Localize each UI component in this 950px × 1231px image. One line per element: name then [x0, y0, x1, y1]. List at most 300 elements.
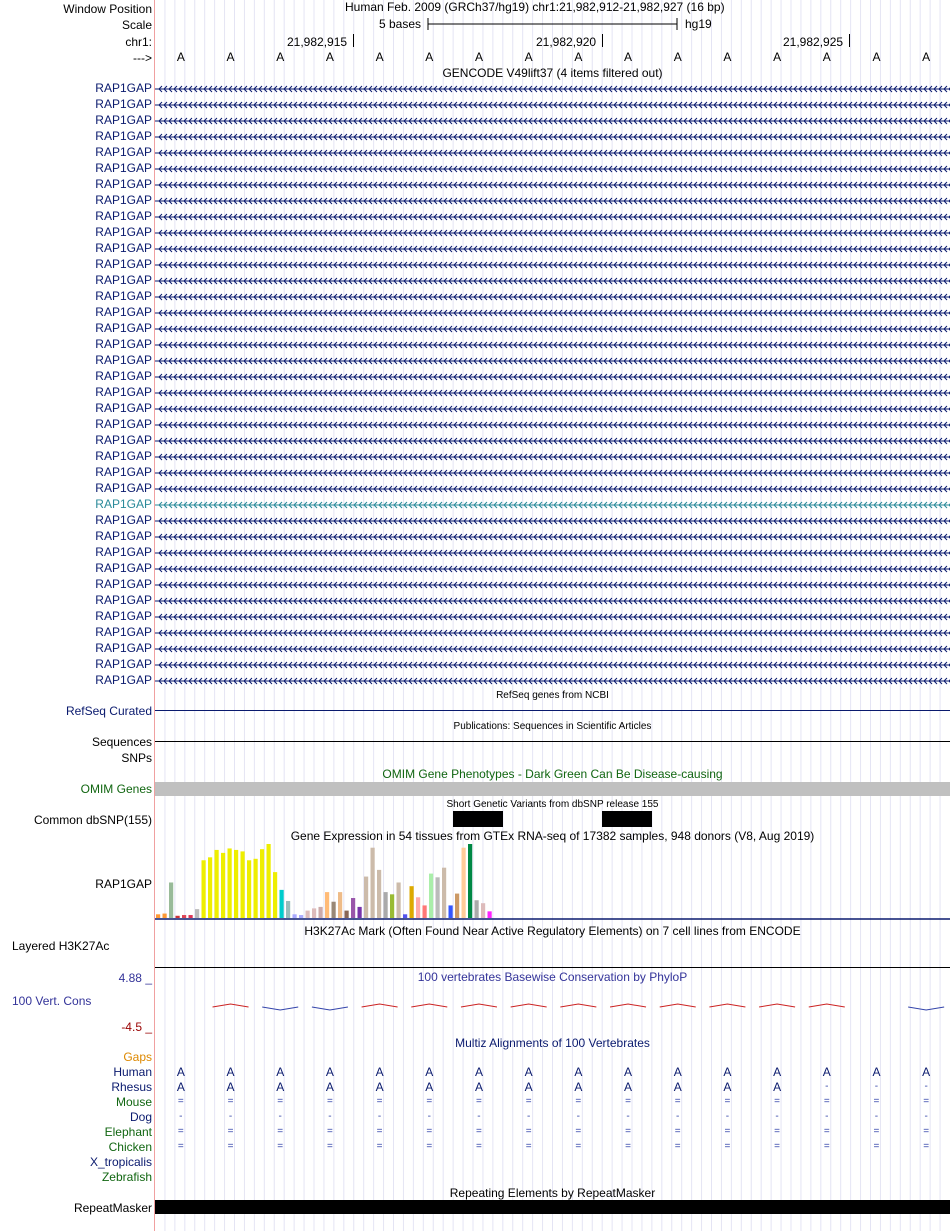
species-label[interactable]: X_tropicalis	[89, 1155, 152, 1169]
gencode-transcript[interactable]	[155, 547, 950, 559]
dbsnp-variant-2[interactable]	[602, 811, 652, 827]
gencode-transcript[interactable]	[155, 147, 950, 159]
gtex-tissue-bar[interactable]	[332, 902, 336, 918]
gencode-transcript[interactable]	[155, 627, 950, 639]
alignment-base: =	[177, 1141, 184, 1152]
coord-tick-2	[602, 34, 603, 47]
gtex-tissue-bar[interactable]	[312, 908, 316, 918]
alignment-base: =	[376, 1096, 383, 1107]
gencode-transcript[interactable]	[155, 419, 950, 431]
gtex-chart[interactable]	[155, 843, 950, 921]
alignment-base: A	[425, 1080, 434, 1094]
coord-2: 21,982,920	[536, 35, 597, 49]
gencode-gene-label[interactable]: RAP1GAP	[95, 97, 152, 111]
gtex-tissue-bar[interactable]	[358, 907, 362, 918]
gencode-gene-label[interactable]: RAP1GAP	[95, 193, 152, 207]
phylop-segment	[461, 1004, 497, 1007]
alignment-base: A	[922, 1065, 931, 1079]
strand-label: --->	[133, 51, 152, 65]
alignment-base: =	[426, 1096, 433, 1107]
gtex-tissue-bar[interactable]	[475, 900, 479, 918]
gencode-transcript[interactable]	[155, 243, 950, 255]
alignment-base: =	[674, 1096, 681, 1107]
phylop-segment	[262, 1007, 298, 1010]
gencode-transcript[interactable]	[155, 179, 950, 191]
gtex-tissue-bar[interactable]	[488, 911, 492, 918]
reference-base: A	[773, 50, 782, 64]
alignment-base: A	[673, 1080, 682, 1094]
alignment-base: -	[179, 1111, 183, 1122]
reference-base: A	[176, 50, 185, 64]
gtex-tissue-bar[interactable]	[449, 905, 453, 918]
alignment-base: =	[823, 1141, 830, 1152]
gencode-transcript[interactable]	[155, 83, 950, 95]
gencode-transcript[interactable]	[155, 467, 950, 479]
omim-label[interactable]: OMIM Genes	[80, 782, 152, 796]
gtex-tissue-bar[interactable]	[182, 915, 186, 918]
gtex-tissue-bar[interactable]	[416, 897, 420, 918]
gencode-gene-label[interactable]: RAP1GAP	[95, 593, 152, 607]
alignment-base: A	[325, 1065, 334, 1079]
alignment-base: =	[774, 1096, 781, 1107]
reference-base: A	[276, 50, 285, 64]
alignment-base: =	[923, 1096, 930, 1107]
alignment-base: A	[226, 1065, 235, 1079]
gencode-gene-label[interactable]: RAP1GAP	[95, 465, 152, 479]
gencode-gene-label[interactable]: RAP1GAP	[95, 145, 152, 159]
gencode-gene-label[interactable]: RAP1GAP	[95, 401, 152, 415]
gencode-transcript[interactable]	[155, 579, 950, 591]
gtex-tissue-bar[interactable]	[293, 914, 297, 918]
alignment-base: A	[276, 1065, 285, 1079]
alignment-base: -	[427, 1111, 431, 1122]
coord-1: 21,982,915	[287, 35, 348, 49]
gtex-tissue-bar[interactable]	[267, 844, 271, 918]
chrom-label: chr1:	[125, 35, 152, 49]
omim-title: OMIM Gene Phenotypes - Dark Green Can Be Disease-causing	[382, 767, 723, 781]
alignment-base: -	[676, 1111, 680, 1122]
gencode-transcript[interactable]	[155, 99, 950, 111]
gtex-tissue-bar[interactable]	[202, 860, 206, 918]
species-label[interactable]: Dog	[129, 1110, 152, 1124]
gtex-tissue-bar[interactable]	[260, 849, 264, 918]
alignment-base: =	[177, 1126, 184, 1137]
alignment-base: A	[673, 1065, 682, 1079]
gencode-transcript[interactable]	[155, 195, 950, 207]
alignment-base: -	[626, 1111, 630, 1122]
alignment-base: =	[277, 1096, 284, 1107]
reference-base: A	[375, 50, 384, 64]
alignment-base: A	[574, 1080, 583, 1094]
gtex-tissue-bar[interactable]	[390, 894, 394, 918]
gencode-gene-label[interactable]: RAP1GAP	[95, 561, 152, 575]
alignment-base: =	[476, 1096, 482, 1107]
gencode-transcript[interactable]	[155, 563, 950, 575]
alignment-base: A	[276, 1080, 285, 1094]
alignment-base: =	[525, 1126, 532, 1137]
gencode-gene-label[interactable]: RAP1GAP	[95, 369, 152, 383]
gtex-tissue-bar[interactable]	[163, 914, 167, 918]
gtex-title: Gene Expression in 54 tissues from GTEx RNA-seq of 17382 samples, 948 donors (V8, Aug 2019)	[290, 829, 815, 843]
gencode-gene-label[interactable]: RAP1GAP	[95, 129, 152, 143]
reference-base: A	[226, 50, 235, 64]
gencode-gene-label[interactable]: RAP1GAP	[95, 225, 152, 239]
gencode-transcript[interactable]	[155, 259, 950, 271]
gencode-gene-label[interactable]: RAP1GAP	[95, 257, 152, 271]
alignment-base: -	[924, 1111, 928, 1122]
alignment-base: =	[724, 1126, 731, 1137]
alignment-base: A	[574, 1065, 583, 1079]
alignment-base: A	[773, 1065, 782, 1079]
repeatmasker-title: Repeating Elements by RepeatMasker	[449, 1186, 656, 1200]
gencode-transcript[interactable]	[155, 371, 950, 383]
gencode-transcript[interactable]	[155, 387, 950, 399]
phylop-segment	[511, 1004, 547, 1007]
alignment-base: =	[923, 1126, 930, 1137]
gencode-transcript[interactable]	[155, 515, 950, 527]
alignment-base: =	[326, 1096, 333, 1107]
alignment-base: -	[725, 1111, 730, 1122]
phylop-segment	[759, 1004, 795, 1007]
gencode-gene-label[interactable]: RAP1GAP	[95, 241, 152, 255]
alignment-base: -	[874, 1081, 879, 1092]
alignment-base: =	[873, 1096, 880, 1107]
alignment-base: =	[426, 1126, 433, 1137]
gaps-label: Gaps	[123, 1050, 152, 1064]
alignment-base: =	[326, 1141, 333, 1152]
alignment-base: =	[724, 1096, 731, 1107]
gtex-tissue-bar[interactable]	[299, 915, 303, 918]
gtex-tissue-bar[interactable]	[429, 874, 433, 918]
reference-base: A	[624, 50, 633, 64]
gtex-tissue-bar[interactable]	[241, 851, 245, 918]
h3k27ac-baseline	[155, 967, 950, 968]
reference-base: A	[574, 50, 583, 64]
alignment-base: =	[774, 1141, 781, 1152]
gencode-gene-label[interactable]: RAP1GAP	[95, 161, 152, 175]
alignment-base: =	[426, 1141, 433, 1152]
phylop-label[interactable]: 100 Vert. Cons	[12, 994, 92, 1008]
phylop-segment	[809, 1004, 845, 1007]
gencode-transcript[interactable]	[155, 675, 950, 687]
alignment-base: A	[822, 1065, 831, 1079]
gtex-tissue-bar[interactable]	[410, 886, 414, 918]
gencode-transcript[interactable]	[155, 611, 950, 623]
reference-base: A	[325, 50, 334, 64]
alignment-base: =	[625, 1141, 631, 1152]
gtex-tissue-bar[interactable]	[468, 844, 472, 918]
gtex-tissue-bar[interactable]	[319, 907, 323, 918]
reference-base: A	[822, 50, 831, 64]
gencode-gene-label[interactable]: RAP1GAP	[95, 481, 152, 495]
alignment-base: =	[724, 1141, 731, 1152]
gencode-transcript[interactable]	[155, 211, 950, 223]
alignment-base: =	[476, 1126, 482, 1137]
gencode-transcript[interactable]	[155, 451, 950, 463]
gtex-tissue-bar[interactable]	[397, 882, 401, 918]
reference-base: A	[524, 50, 533, 64]
h3k27ac-label[interactable]: Layered H3K27Ac	[12, 939, 110, 953]
alignment-base: -	[874, 1111, 879, 1122]
species-label[interactable]: Rhesus	[111, 1080, 152, 1094]
refseq-line[interactable]	[155, 710, 950, 711]
gtex-tissue-bar[interactable]	[436, 877, 440, 918]
alignment-base: =	[277, 1126, 284, 1137]
phylop-segment	[362, 1004, 398, 1007]
gencode-title: GENCODE V49lift37 (4 items filtered out)	[442, 66, 663, 80]
gtex-tissue-bar[interactable]	[345, 911, 349, 918]
alignment-base: =	[873, 1141, 880, 1152]
gencode-gene-label[interactable]: RAP1GAP	[95, 449, 152, 463]
gtex-tissue-bar[interactable]	[364, 877, 368, 918]
gencode-gene-label[interactable]: RAP1GAP	[95, 209, 152, 223]
gencode-gene-label[interactable]: RAP1GAP	[95, 289, 152, 303]
alignment-base: =	[575, 1141, 582, 1152]
reference-base: A	[922, 50, 931, 64]
gtex-tissue-bar[interactable]	[423, 905, 427, 918]
h3k27ac-title: H3K27Ac Mark (Often Found Near Active Regulatory Elements) on 7 cell lines from ENCODE	[304, 924, 801, 938]
alignment-base: =	[525, 1141, 532, 1152]
snps-label[interactable]: SNPs	[121, 751, 152, 765]
repeatmasker-element[interactable]	[155, 1200, 950, 1214]
alignment-base: =	[774, 1126, 781, 1137]
dbsnp-title: Short Genetic Variants from dbSNP release 155	[446, 799, 659, 810]
gencode-gene-label[interactable]: RAP1GAP	[95, 385, 152, 399]
alignment-base: =	[873, 1126, 880, 1137]
gencode-gene-label[interactable]: RAP1GAP	[95, 545, 152, 559]
gtex-tissue-bar[interactable]	[234, 850, 238, 918]
species-label[interactable]: Mouse	[115, 1095, 152, 1109]
reference-base: A	[872, 50, 881, 64]
alignment-base: -	[477, 1111, 481, 1122]
coord-3: 21,982,925	[783, 35, 844, 49]
gtex-tissue-bar[interactable]	[481, 903, 485, 918]
gtex-tissue-bar[interactable]	[371, 848, 375, 918]
refseq-label[interactable]: RefSeq Curated	[65, 704, 152, 718]
alignment-base: A	[474, 1080, 483, 1094]
alignment-base: -	[328, 1111, 332, 1122]
gtex-tissue-bar[interactable]	[195, 909, 199, 918]
gencode-gene-label[interactable]: RAP1GAP	[95, 81, 152, 95]
gencode-transcript[interactable]	[155, 403, 950, 415]
reference-base: A	[723, 50, 732, 64]
scale-text: 5 bases	[379, 17, 422, 31]
alignment-base: A	[723, 1080, 732, 1094]
phylop-segment	[411, 1004, 447, 1007]
gencode-gene-label[interactable]: RAP1GAP	[95, 625, 152, 639]
position-text: Human Feb. 2009 (GRCh37/hg19) chr1:21,982,912-21,982,927 (16 bp)	[345, 0, 725, 14]
gencode-transcript[interactable]	[155, 659, 950, 671]
gtex-tissue-bar[interactable]	[156, 914, 160, 918]
gtex-tissue-bar[interactable]	[228, 848, 232, 918]
species-label[interactable]: Elephant	[104, 1125, 152, 1139]
gencode-transcript[interactable]	[155, 595, 950, 607]
track-image-area[interactable]	[155, 0, 950, 1231]
phylop-segment	[709, 1004, 745, 1007]
gencode-gene-label[interactable]: RAP1GAP	[95, 305, 152, 319]
gtex-tissue-bar[interactable]	[176, 916, 180, 918]
gencode-transcript[interactable]	[155, 323, 950, 335]
species-label[interactable]: Human	[113, 1065, 152, 1079]
refseq-title: RefSeq genes from NCBI	[496, 690, 609, 701]
gtex-tissue-bar[interactable]	[384, 892, 388, 918]
phylop-segment	[610, 1004, 646, 1007]
gencode-transcript[interactable]	[155, 275, 950, 287]
alignment-base: =	[575, 1126, 582, 1137]
alignment-base: A	[474, 1065, 483, 1079]
gtex-tissue-bar[interactable]	[338, 892, 342, 918]
gencode-transcript[interactable]	[155, 355, 950, 367]
gencode-gene-label[interactable]: RAP1GAP	[95, 337, 152, 351]
gencode-transcript[interactable]	[155, 499, 950, 511]
gtex-tissue-bar[interactable]	[403, 914, 407, 918]
gencode-gene-label[interactable]: RAP1GAP	[95, 177, 152, 191]
phylop-segment	[213, 1004, 249, 1007]
gencode-transcript[interactable]	[155, 115, 950, 127]
species-label[interactable]: Chicken	[108, 1140, 152, 1154]
gtex-tissue-bar[interactable]	[377, 870, 381, 918]
gtex-label[interactable]: RAP1GAP	[95, 877, 152, 891]
dbsnp-label[interactable]: Common dbSNP(155)	[33, 813, 152, 827]
assembly-text: hg19	[685, 17, 712, 31]
species-label[interactable]: Zebrafish	[101, 1170, 152, 1184]
alignment-base: A	[773, 1080, 782, 1094]
alignment-base: A	[524, 1080, 533, 1094]
gencode-transcript[interactable]	[155, 643, 950, 655]
alignment-base: A	[325, 1080, 334, 1094]
phylop-wiggle[interactable]	[155, 1000, 950, 1020]
reference-base: A	[673, 50, 682, 64]
gencode-gene-label[interactable]: RAP1GAP	[95, 113, 152, 127]
gencode-gene-label[interactable]: RAP1GAP	[95, 657, 152, 671]
alignment-base: A	[425, 1065, 434, 1079]
gencode-gene-label[interactable]: RAP1GAP	[95, 353, 152, 367]
gencode-transcript[interactable]	[155, 163, 950, 175]
gtex-tissue-bar[interactable]	[215, 850, 219, 918]
alignment-base: -	[576, 1111, 581, 1122]
repeatmasker-label[interactable]: RepeatMasker	[73, 1201, 152, 1215]
alignment-base: =	[625, 1096, 631, 1107]
reference-base: A	[474, 50, 483, 64]
gtex-tissue-bar[interactable]	[169, 882, 173, 918]
alignment-base: A	[176, 1080, 185, 1094]
gencode-gene-label[interactable]: RAP1GAP	[95, 641, 152, 655]
alignment-base: =	[525, 1096, 532, 1107]
alignment-base: =	[277, 1141, 284, 1152]
pubs-line[interactable]	[155, 741, 950, 742]
pubs-title: Publications: Sequences in Scientific Articles	[453, 721, 652, 732]
gencode-transcript[interactable]	[155, 435, 950, 447]
gencode-transcript[interactable]	[155, 227, 950, 239]
gencode-gene-label[interactable]: RAP1GAP	[95, 577, 152, 591]
gencode-gene-label[interactable]: RAP1GAP	[95, 321, 152, 335]
gtex-tissue-bar[interactable]	[306, 911, 310, 918]
gencode-gene-label[interactable]: RAP1GAP	[95, 513, 152, 527]
gencode-gene-label[interactable]: RAP1GAP	[95, 529, 152, 543]
gtex-tissue-bar[interactable]	[221, 853, 225, 918]
gencode-transcript[interactable]	[155, 291, 950, 303]
gtex-tissue-bar[interactable]	[254, 859, 258, 918]
alignment-base: =	[625, 1126, 631, 1137]
gtex-tissue-bar[interactable]	[280, 890, 284, 918]
gencode-gene-label[interactable]: RAP1GAP	[95, 417, 152, 431]
alignment-base: -	[775, 1111, 779, 1122]
gencode-gene-label[interactable]: RAP1GAP	[95, 273, 152, 287]
omim-gene-bar[interactable]	[155, 782, 950, 796]
track-labels-column	[0, 0, 154, 1231]
alignment-base: A	[624, 1065, 633, 1079]
alignment-base: =	[823, 1126, 830, 1137]
gencode-transcript[interactable]	[155, 307, 950, 319]
window-position-label: Window Position	[63, 2, 152, 16]
sequences-label[interactable]: Sequences	[91, 735, 152, 749]
gencode-transcript[interactable]	[155, 339, 950, 351]
alignment-base: -	[825, 1111, 829, 1122]
phylop-segment	[312, 1007, 348, 1010]
gencode-gene-label[interactable]: RAP1GAP	[95, 609, 152, 623]
gencode-transcript[interactable]	[155, 131, 950, 143]
gtex-tissue-bar[interactable]	[273, 872, 277, 918]
alignment-base: -	[278, 1111, 282, 1122]
gtex-tissue-bar[interactable]	[189, 915, 193, 918]
gencode-gene-label[interactable]: RAP1GAP	[95, 433, 152, 447]
alignment-base: -	[924, 1081, 928, 1092]
gtex-tissue-bar[interactable]	[455, 894, 459, 918]
alignment-base: =	[923, 1141, 930, 1152]
coord-tick-1	[353, 34, 354, 47]
gtex-tissue-bar[interactable]	[442, 868, 446, 918]
phylop-min-label: -4.5 _	[121, 1020, 152, 1034]
alignment-base: =	[575, 1096, 582, 1107]
alignment-base: =	[376, 1126, 383, 1137]
reference-base: A	[425, 50, 434, 64]
dbsnp-variant-1[interactable]	[453, 811, 503, 827]
alignment-base: =	[326, 1126, 333, 1137]
phylop-max-label: 4.88 _	[118, 971, 152, 985]
gtex-tissue-bar[interactable]	[351, 898, 355, 918]
alignment-base: =	[227, 1126, 234, 1137]
alignment-base: =	[177, 1096, 184, 1107]
scale-label: Scale	[121, 18, 152, 32]
gtex-tissue-bar[interactable]	[462, 848, 466, 918]
alignment-base: A	[872, 1065, 881, 1079]
gencode-gene-label[interactable]: RAP1GAP	[95, 673, 152, 687]
alignment-base: A	[176, 1065, 185, 1079]
coord-tick-3	[849, 34, 850, 47]
gtex-tissue-bar[interactable]	[247, 860, 251, 918]
gtex-tissue-bar[interactable]	[325, 892, 329, 918]
gtex-tissue-bar[interactable]	[286, 901, 290, 918]
alignment-base: A	[524, 1065, 533, 1079]
alignment-base: =	[376, 1141, 383, 1152]
alignment-base: -	[526, 1111, 531, 1122]
alignment-base: A	[375, 1065, 384, 1079]
phylop-segment	[908, 1007, 944, 1010]
gencode-transcript[interactable]	[155, 531, 950, 543]
alignment-base: A	[723, 1065, 732, 1079]
alignment-base: -	[377, 1111, 382, 1122]
alignment-base: =	[227, 1141, 234, 1152]
alignment-base: =	[674, 1126, 681, 1137]
gencode-gene-label[interactable]: RAP1GAP	[95, 497, 152, 511]
alignment-base: -	[228, 1111, 233, 1122]
alignment-base: =	[823, 1096, 830, 1107]
alignment-base: =	[476, 1141, 482, 1152]
gencode-transcript[interactable]	[155, 483, 950, 495]
alignment-base: -	[825, 1081, 829, 1092]
gtex-tissue-bar[interactable]	[208, 857, 212, 918]
phylop-title: 100 vertebrates Basewise Conservation by PhyloP	[417, 970, 688, 984]
